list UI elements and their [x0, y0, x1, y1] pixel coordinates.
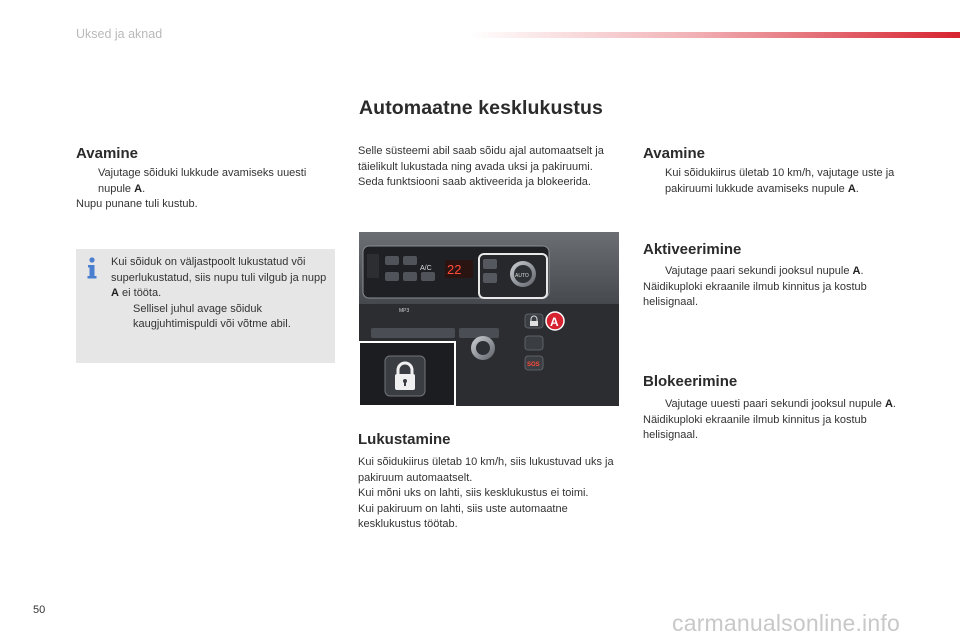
right-text-3: Vajutage uuesti paari sekundi jooksul nupule A. Näidikuploki ekraanile ilmub kinnitus ja kostub helisignaal. [643, 398, 896, 441]
header-accent-bar [470, 32, 960, 38]
info-box [76, 249, 335, 363]
auto-label: AUTO [515, 273, 529, 279]
info-icon [86, 257, 98, 279]
left-bullet: Vajutage sõiduki lukkude avamiseks uuesti nupule A. [98, 167, 307, 195]
middle-text: Kui sõidukiirus ületab 10 km/h, siis lukustuvad uks ja pakiruum automaatselt. Kui mõni uks on lahti, siis kesklukustus ei toimi. Kui pakiruum on lahti, siis uste automaatne kesklukustus töötab. [358, 456, 614, 530]
mp3-label: MP3 [399, 308, 410, 314]
section-title: Uksed ja aknad [76, 27, 163, 41]
sos-label: SOS [527, 362, 540, 368]
dashboard-photo [359, 232, 619, 406]
heading-avamine-right: Avamine [643, 145, 705, 162]
info-bullet: Sellisel juhul avage sõiduk kaugjuhtimispuldi või võtme abil. [133, 302, 291, 330]
right-text-2: Vajutage paari sekundi jooksul nupule A. Näidikuploki ekraanile ilmub kinnitus ja kostub helisignaal. [643, 265, 867, 308]
heading-blokeerimine: Blokeerimine [643, 373, 738, 390]
temp-display: 22 [447, 262, 462, 277]
middle-intro: Selle süsteemi abil saab sõidu ajal automaatselt ja täielikult lukustada ning avada uksi ja pakiruumi. Seda funktsiooni saab aktiveerida ja blokeerida. [358, 145, 604, 188]
right-text-1: Kui sõidukiirus ületab 10 km/h, vajutage uste ja pakiruumi lukkude avamiseks nupule A. [665, 167, 895, 195]
watermark: carmanualsonline.info [672, 610, 900, 636]
info-text: Kui sõiduk on väljastpoolt lukustatud või superlukustatud, siis nupu tuli vilgub ja nupp A ei tööta. Sellisel juhul avage sõiduk kaugjuhtimispuldi või võtme abil. [111, 255, 331, 333]
heading-avamine-left: Avamine [76, 145, 138, 162]
ac-label: A/C [420, 265, 432, 272]
left-text [76, 166, 338, 213]
left-after: Nupu punane tuli kustub. [76, 198, 198, 210]
page-number: 50 [33, 604, 46, 616]
heading-aktiveerimine: Aktiveerimine [643, 241, 742, 258]
heading-lukustamine: Lukustamine [358, 431, 451, 448]
page-title: Automaatne kesklukustus [359, 97, 603, 119]
callout-a: A [550, 315, 559, 329]
